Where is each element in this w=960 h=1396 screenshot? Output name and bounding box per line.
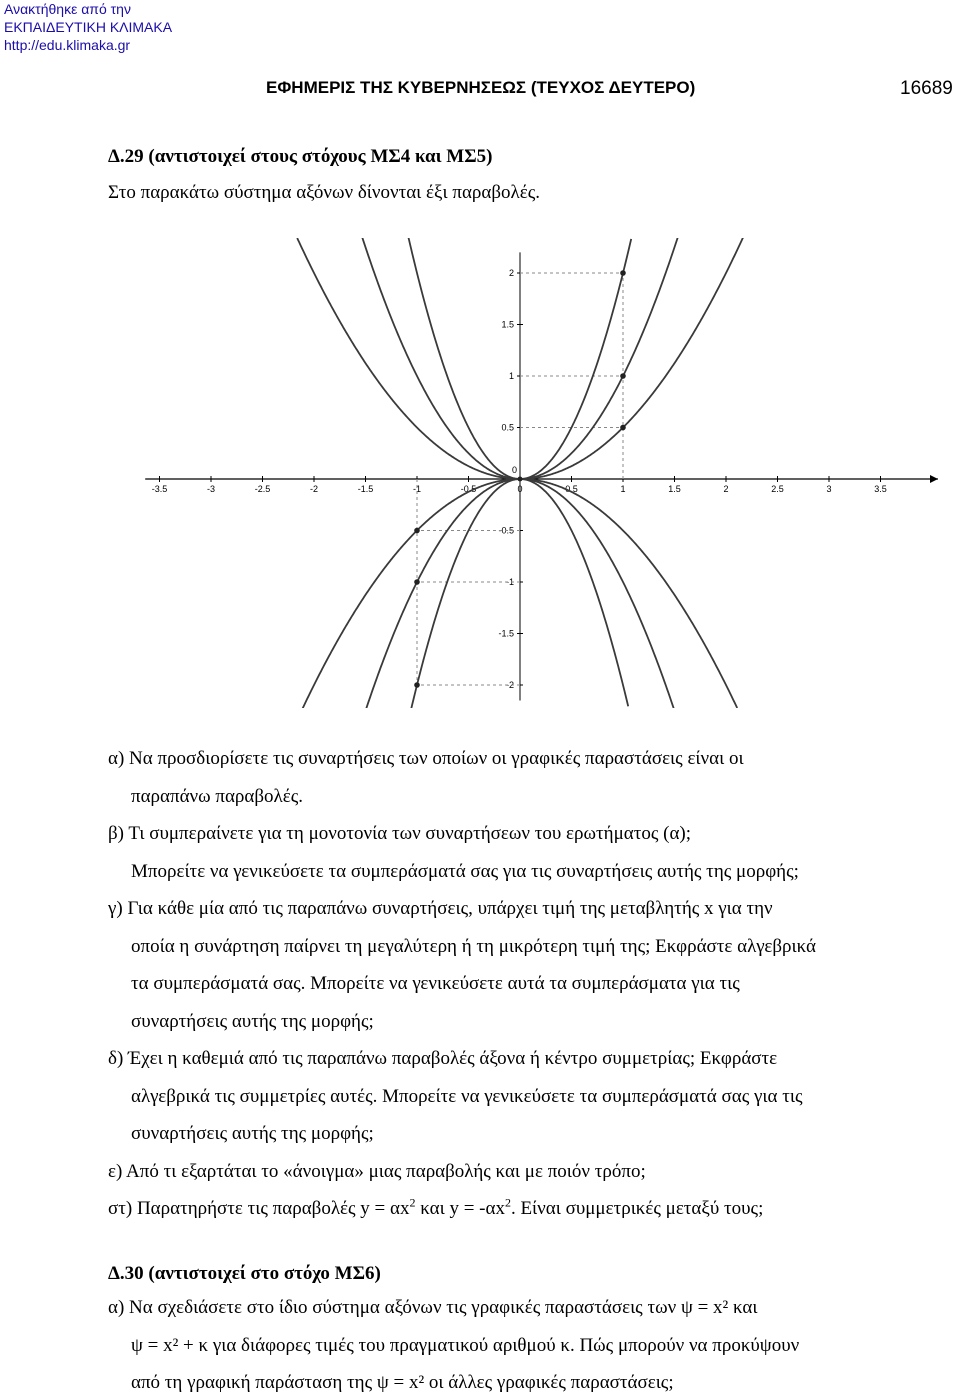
d29-question-b-line-1: β) Τι συμπεραίνετε για τη μονοτονία των συναρτήσεων του ερωτήματος (α); (108, 823, 692, 844)
x-tick-label: -3 (206, 484, 216, 494)
parabola-chart (138, 238, 940, 708)
page-header (0, 78, 960, 104)
y-tick-label: 1.5 (501, 319, 514, 330)
page-number: 16689 (900, 78, 953, 99)
source-line-1: Ανακτήθηκε από την (4, 1, 131, 17)
parabola-chart-svg (138, 238, 940, 708)
d29-question-c-line-3: τα συμπεράσματά σας. Μπορείτε να γενικεύσετε αυτά τα συμπεράσματα για τις (131, 973, 740, 994)
d29-question-c-line-1: γ) Για κάθε μία από τις παραπάνω συναρτήσεις, υπάρχει τιμή της μεταβλητής x για την (108, 898, 773, 919)
y-tick-label: -0.5 (498, 525, 514, 536)
marked-point (414, 579, 420, 585)
question-st-part-1: στ) Παρατηρήστε τις παραβολές y = αx (108, 1198, 410, 1219)
y-tick-label: 1 (508, 371, 514, 381)
marked-point (620, 425, 626, 431)
d29-heading: Δ.29 (αντιστοιχεί στους στόχους ΜΣ4 και ΜΣ5) (108, 146, 493, 167)
y-tick-label: 0 (511, 465, 517, 475)
d29-question-a-line-2: παραπάνω παραβολές. (131, 786, 303, 807)
x-axis-arrow (930, 475, 938, 483)
d29-question-a-line-1: α) Να προσδιορίσετε τις συναρτήσεις των οποίων οι γραφικές παραστάσεις είναι οι (108, 748, 744, 769)
x-tick-label: 3 (826, 484, 832, 494)
x-tick-label: 2 (723, 484, 729, 494)
x-tick-label: 1.5 (668, 484, 681, 494)
x-tick-label: 2.5 (771, 484, 784, 494)
x-tick-label: 0 (517, 484, 523, 494)
x-tick-label: 0.5 (565, 484, 578, 494)
d29-question-b-line-2: Μπορείτε να γενικεύσετε τα συμπεράσματά σας για τις συναρτήσεις αυτής της μορφής; (131, 861, 799, 882)
question-st-part-2: και y = -αx (415, 1198, 505, 1219)
x-tick-label: 1 (620, 484, 626, 494)
marked-point (620, 270, 626, 276)
x-tick-label: -1 (412, 484, 422, 494)
origin-point (518, 477, 523, 482)
x-tick-label: -0.5 (460, 484, 477, 494)
d30-heading: Δ.30 (αντιστοιχεί στο στόχο ΜΣ6) (108, 1263, 381, 1284)
d29-question-c-line-4: συναρτήσεις αυτής της μορφής; (131, 1011, 374, 1032)
d30-question-a-line-1: α) Να σχεδιάσετε στο ίδιο σύστημα αξόνων τις γραφικές παραστάσεις των ψ = x² και (108, 1297, 758, 1318)
d29-intro: Στο παρακάτω σύστημα αξόνων δίνονται έξι παραβολές. (108, 182, 540, 203)
x-tick-label: -1.5 (357, 484, 374, 494)
d29-question-d-line-1: δ) Έχει η καθεμιά από τις παραπάνω παραβολές άξονα ή κέντρο συμμετρίας; Εκφράστε (108, 1048, 778, 1069)
d29-question-e: ε) Από τι εξαρτάται το «άνοιγμα» μιας παραβολής και με ποιόν τρόπο; (108, 1161, 646, 1182)
d30-question-a-line-2: ψ = x² + κ για διάφορες τιμές του πραγματικού αριθμού κ. Πώς μπορούν να προκύψουν (131, 1335, 800, 1356)
source-link[interactable]: http://edu.klimaka.gr (4, 37, 131, 53)
y-tick-label: -1.5 (498, 628, 514, 639)
source-note (4, 0, 172, 54)
marked-point (620, 373, 626, 379)
d30-question-a-line-3: από τη γραφική παράσταση της ψ = x² οι άλλες γραφικές παραστάσεις; (131, 1372, 674, 1393)
d29-question-d-line-2: αλγεβρικά τις συμμετρίες αυτές. Μπορείτε να γενικεύσετε τα συμπεράσματά σας για τις (131, 1086, 803, 1107)
exponent-1: 2 (409, 1195, 416, 1210)
question-st-part-3: . Είναι συμμετρικές μεταξύ τους; (510, 1198, 764, 1219)
y-tick-label: -1 (505, 577, 514, 587)
d29-question-c-line-2: οποία η συνάρτηση παίρνει τη μεγαλύτερη ή τη μικρότερη τιμή της; Εκφράστε αλγεβρικά (131, 936, 816, 957)
d29-question-st (108, 1195, 764, 1220)
d29-question-d-line-3: συναρτήσεις αυτής της μορφής; (131, 1123, 374, 1144)
exponent-2: 2 (504, 1195, 511, 1210)
y-tick-label: 2 (508, 268, 514, 278)
x-tick-label: -2 (309, 484, 319, 494)
y-tick-label: -2 (505, 680, 514, 690)
marked-point (414, 528, 420, 534)
marked-point (414, 682, 420, 688)
y-tick-label: 0.5 (501, 422, 514, 433)
source-line-2[interactable]: ΕΚΠΑΙΔΕΥΤΙΚΗ ΚΛΙΜΑΚΑ (4, 19, 173, 35)
x-tick-label: -2.5 (254, 484, 271, 494)
gazette-title: ΕΦΗΜΕΡΙΣ ΤΗΣ ΚΥΒΕΡΝΗΣΕΩΣ (ΤΕΥΧΟΣ ΔΕΥΤΕΡΟ) (266, 78, 696, 97)
x-tick-label: -3.5 (151, 484, 168, 494)
x-tick-label: 3.5 (874, 484, 887, 494)
